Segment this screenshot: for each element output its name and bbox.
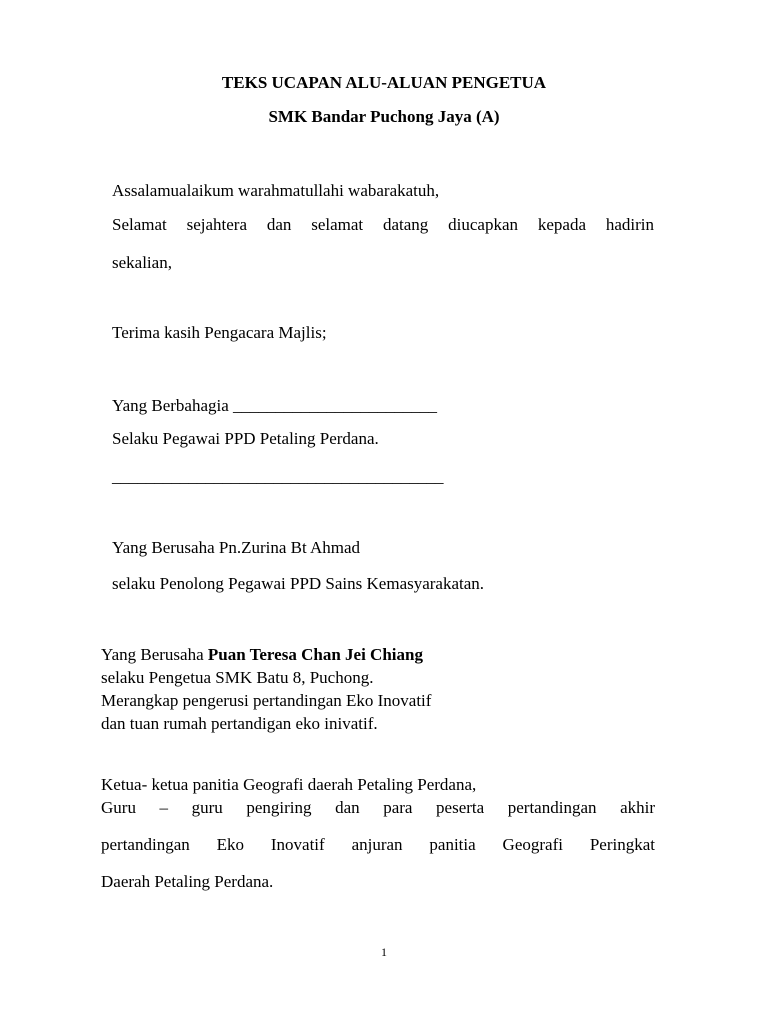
closing-line-4: Daerah Petaling Perdana. — [101, 872, 274, 891]
closing-line-3: pertandingan Eko Inovatif anjuran panitia Geografi Peringkat — [101, 835, 655, 854]
closing-line-2: Guru – guru pengiring dan para peserta pertandingan akhir — [101, 798, 655, 817]
guest1-blank-line: _______________________________________ — [112, 467, 444, 486]
salam-line: Assalamualaikum warahmatullahi wabarakatuh, — [112, 181, 440, 200]
document-title: TEKS UCAPAN ALU-ALUAN PENGETUA — [221, 73, 547, 92]
guest3-line-3: Merangkap pengerusi pertandingan Eko Inovatif — [101, 691, 432, 710]
welcome-line-2: sekalian, — [112, 253, 172, 272]
guest3-prefix: Yang Berusaha — [101, 645, 208, 664]
school-name: SMK Bandar Puchong Jaya (A) — [268, 107, 500, 126]
closing-line-1: Ketua- ketua panitia Geografi daerah Petaling Perdana, — [101, 775, 477, 794]
guest2-line-1: Yang Berusaha Pn.Zurina Bt Ahmad — [112, 538, 361, 557]
guest3-line-2: selaku Pengetua SMK Batu 8, Puchong. — [101, 668, 374, 687]
guest3-line-4: dan tuan rumah pertandigan eko inivatif. — [101, 714, 378, 733]
guest1-line-1: Yang Berbahagia ________________________ — [112, 396, 438, 415]
page-number: 1 — [381, 945, 387, 959]
welcome-line-1: Selamat sejahtera dan selamat datang diucapkan kepada hadirin — [112, 215, 654, 234]
guest2-line-2: selaku Penolong Pegawai PPD Sains Kemasyarakatan. — [112, 574, 485, 593]
guest3-line-1 — [101, 645, 423, 665]
thanks-emcee-line: Terima kasih Pengacara Majlis; — [112, 323, 327, 342]
guest1-line-2: Selaku Pegawai PPD Petaling Perdana. — [112, 429, 379, 448]
guest3-name: Puan Teresa Chan Jei Chiang — [207, 645, 423, 664]
